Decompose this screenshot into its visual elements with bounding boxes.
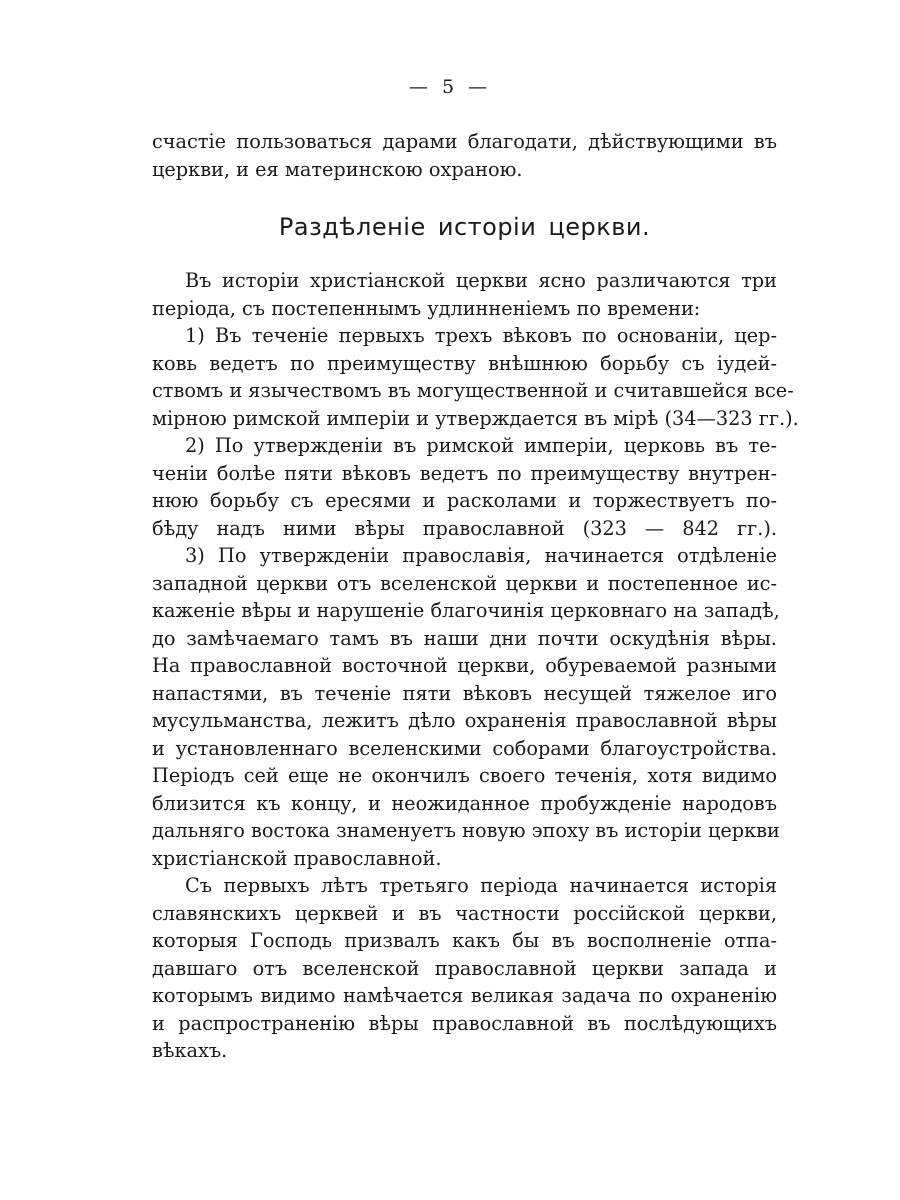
section-heading: Раздѣленіе исторіи церкви.: [278, 213, 651, 241]
text-line: ченіи болѣе пяти вѣковъ ведетъ по преимуществу внутрен-: [152, 461, 777, 485]
text-line: Въ исторіи христіанской церкви ясно различаются три: [185, 269, 777, 292]
text-line: мусульманства, лежитъ дѣло охраненія православной вѣры: [152, 709, 777, 732]
text-line: періода, съ постепеннымъ удлинненіемъ по времени:: [152, 296, 701, 320]
text-line: 1) Въ теченіе первыхъ трехъ вѣковъ по основаніи, цер-: [185, 324, 777, 347]
text-line: западной церкви отъ вселенской церкви и постепенное ис-: [152, 571, 777, 595]
text-line: счастіе пользоваться дарами благодати, дѣйствующими въ: [152, 130, 777, 153]
text-line: ковь ведетъ по преимуществу внѣшнюю борьбу съ іудей-: [152, 351, 777, 375]
text-line: славянскихъ церквей и въ частности россійской церкви,: [152, 901, 777, 925]
text-line: Съ первыхъ лѣтъ третьяго періода начинается исторія: [185, 874, 777, 897]
text-line: 3) По утвержденіи православія, начинается отдѣленіе: [185, 544, 777, 567]
text-line: каженіе вѣры и нарушеніе благочинія церковнаго на западѣ,: [152, 599, 780, 622]
text-line: На православной восточной церкви, обуреваемой разными: [152, 654, 777, 677]
text-line: церкви, и ея материнскою охраною.: [152, 157, 523, 181]
text-line: близится къ концу, и неожиданное пробужденіе народовъ: [152, 791, 777, 815]
text-line: Періодъ сей еще не окончилъ своего теченія, хотя видимо: [152, 764, 777, 787]
page-number: — 5 —: [408, 76, 492, 98]
text-line: и установленнаго вселенскими соборами благоустройства.: [152, 736, 777, 760]
text-line: вѣкахъ.: [152, 1039, 228, 1062]
text-line: бѣду надъ ними вѣры православной (323 — 842 гг.).: [152, 516, 777, 540]
text-line: напастями, въ теченіе пяти вѣковъ несущей тяжелое иго: [152, 681, 777, 705]
intro-text: [152, 128, 777, 183]
text-line: которымъ видимо намѣчается великая задача по охраненію: [152, 984, 777, 1007]
text-line: которыя Господь призвалъ какъ бы въ восполненіе отпа-: [152, 929, 777, 952]
text-line: нюю борьбу съ ересями и расколами и торжествуетъ по-: [152, 489, 777, 512]
text-line: дальняго востока знаменуетъ новую эпоху въ исторіи церкви: [152, 819, 780, 842]
body-text: [152, 267, 799, 1065]
text-line: давшаго отъ вселенской православной церкви запада и: [152, 956, 777, 980]
text-line: мірною римской имперіи и утверждается въ мірѣ (34—323 гг.).: [152, 406, 799, 430]
text-line: 2) По утвержденіи въ римской имперіи, церковь въ те-: [185, 434, 777, 457]
text-line: до замѣчаемаго тамъ въ наши дни почти оскудѣнія вѣры.: [152, 626, 777, 650]
text-line: и распространенію вѣры православной въ послѣдующихъ: [152, 1011, 777, 1035]
text-line: христіанской православной.: [152, 846, 442, 870]
text-line: ствомъ и язычествомъ въ могущественной и считавшейся все-: [152, 379, 794, 402]
